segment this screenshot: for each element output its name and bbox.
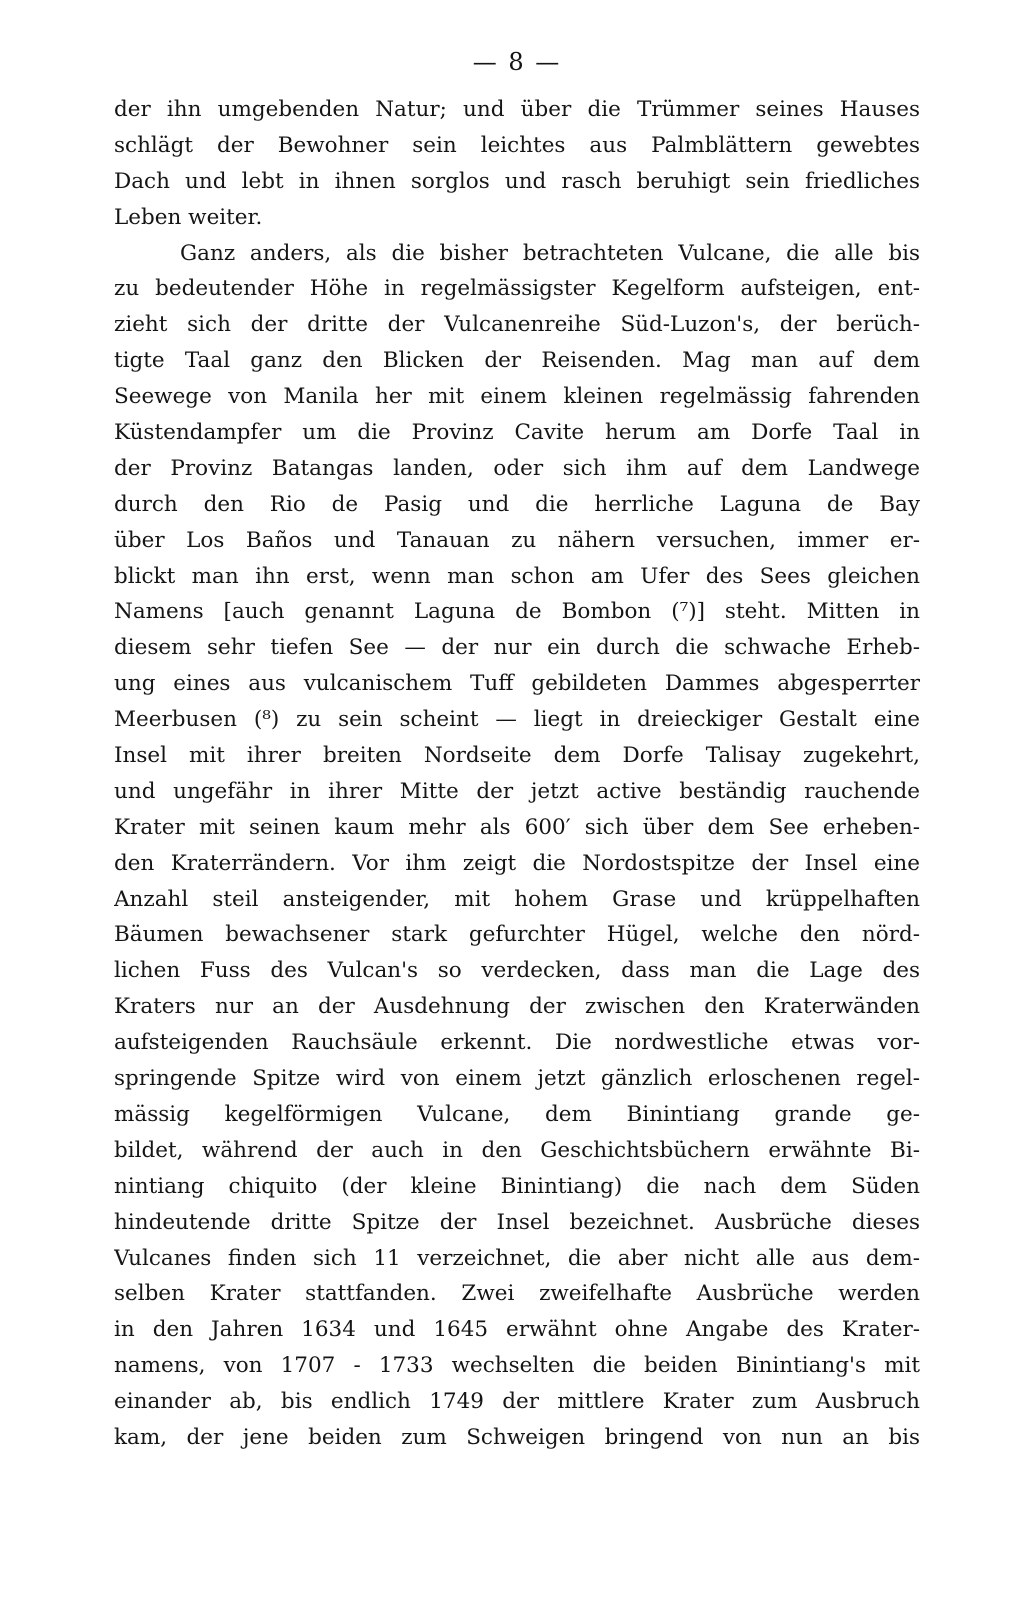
text-line: lichen Fuss des Vulcan's so verdecken, dass man die Lage des <box>114 958 920 984</box>
text-line: blickt man ihn erst, wenn man schon am Ufer des Sees gleichen <box>114 563 920 589</box>
text-line: Anzahl steil ansteigender, mit hohem Grase und krüppelhaften <box>114 886 920 912</box>
text-line: hindeutende dritte Spitze der Insel bezeichnet. Ausbrüche dieses <box>114 1209 920 1235</box>
text-line: Dach und lebt in ihnen sorglos und rasch beruhigt sein friedliches <box>114 168 920 194</box>
text-line: der Provinz Batangas landen, oder sich ihm auf dem Landwege <box>114 455 920 481</box>
page-number: — 8 — <box>472 48 562 76</box>
text-line: Kraters nur an der Ausdehnung der zwischen den Kraterwänden <box>114 994 920 1020</box>
text-line: den Kraterrändern. Vor ihm zeigt die Nordostspitze der Insel eine <box>114 850 920 876</box>
text-line: bildet, während der auch in den Geschichtsbüchern erwähnte Bi- <box>114 1137 920 1163</box>
text-line: Küstendampfer um die Provinz Cavite herum am Dorfe Taal in <box>114 420 920 446</box>
text-line: selben Krater stattfanden. Zwei zweifelhafte Ausbrüche werden <box>114 1281 920 1307</box>
text-line: tigte Taal ganz den Blicken der Reisenden. Mag man auf dem <box>114 348 920 374</box>
text-line: kam, der jene beiden zum Schweigen bringend von nun an bis <box>114 1424 920 1450</box>
text-line: springende Spitze wird von einem jetzt gänzlich erloschenen regel- <box>114 1066 920 1092</box>
text-line: zu bedeutender Höhe in regelmässigster Kegelform aufsteigen, ent- <box>114 276 920 302</box>
text-line: durch den Rio de Pasig und die herrliche Laguna de Bay <box>114 491 920 517</box>
text-line: zieht sich der dritte der Vulcanenreihe Süd-Luzon's, der berüch- <box>114 312 920 338</box>
text-line: aufsteigenden Rauchsäule erkennt. Die nordwestliche etwas vor- <box>114 1030 920 1056</box>
text-line: schlägt der Bewohner sein leichtes aus Palmblättern gewebtes <box>114 132 920 158</box>
text-line: ung eines aus vulcanischem Tuff gebildeten Dammes abgesperrter <box>114 671 920 697</box>
text-line: namens, von 1707 - 1733 wechselten die beiden Binintiang's mit <box>114 1353 920 1379</box>
text-line: nintiang chiquito (der kleine Binintiang) die nach dem Süden <box>114 1173 920 1199</box>
text-line: einander ab, bis endlich 1749 der mittlere Krater zum Ausbruch <box>114 1389 920 1415</box>
text-line: der ihn umgebenden Natur; und über die Trümmer seines Hauses <box>114 97 920 122</box>
body-text <box>114 92 920 1456</box>
text-line: in den Jahren 1634 und 1645 erwähnt ohne Angabe des Krater- <box>114 1317 920 1343</box>
text-line: Bäumen bewachsener stark gefurchter Hügel, welche den nörd- <box>114 922 920 948</box>
text-line: Namens [auch genannt Laguna de Bombon (⁷)] steht. Mitten in <box>114 599 920 625</box>
text-line: Krater mit seinen kaum mehr als 600′ sich über dem See erheben- <box>114 814 920 840</box>
text-line: Ganz anders, als die bisher betrachteten Vulcane, die alle bis <box>180 240 920 266</box>
text-line: Insel mit ihrer breiten Nordseite dem Dorfe Talisay zugekehrt, <box>114 743 920 769</box>
text-line: über Los Baños und Tanauan zu nähern versuchen, immer er- <box>114 527 920 553</box>
text-line: Vulcanes finden sich 11 verzeichnet, die aber nicht alle aus dem- <box>114 1245 920 1271</box>
text-line: mässig kegelförmigen Vulcane, dem Binintiang grande ge- <box>114 1101 920 1127</box>
text-line: und ungefähr in ihrer Mitte der jetzt active beständig rauchende <box>114 778 920 804</box>
text-line: Meerbusen (⁸) zu sein scheint — liegt in dreieckiger Gestalt eine <box>114 707 920 733</box>
text-line: Leben weiter. <box>114 204 263 230</box>
text-line: Seewege von Manila her mit einem kleinen regelmässig fahrenden <box>114 384 920 410</box>
text-line: diesem sehr tiefen See — der nur ein durch die schwache Erheb- <box>114 635 920 661</box>
